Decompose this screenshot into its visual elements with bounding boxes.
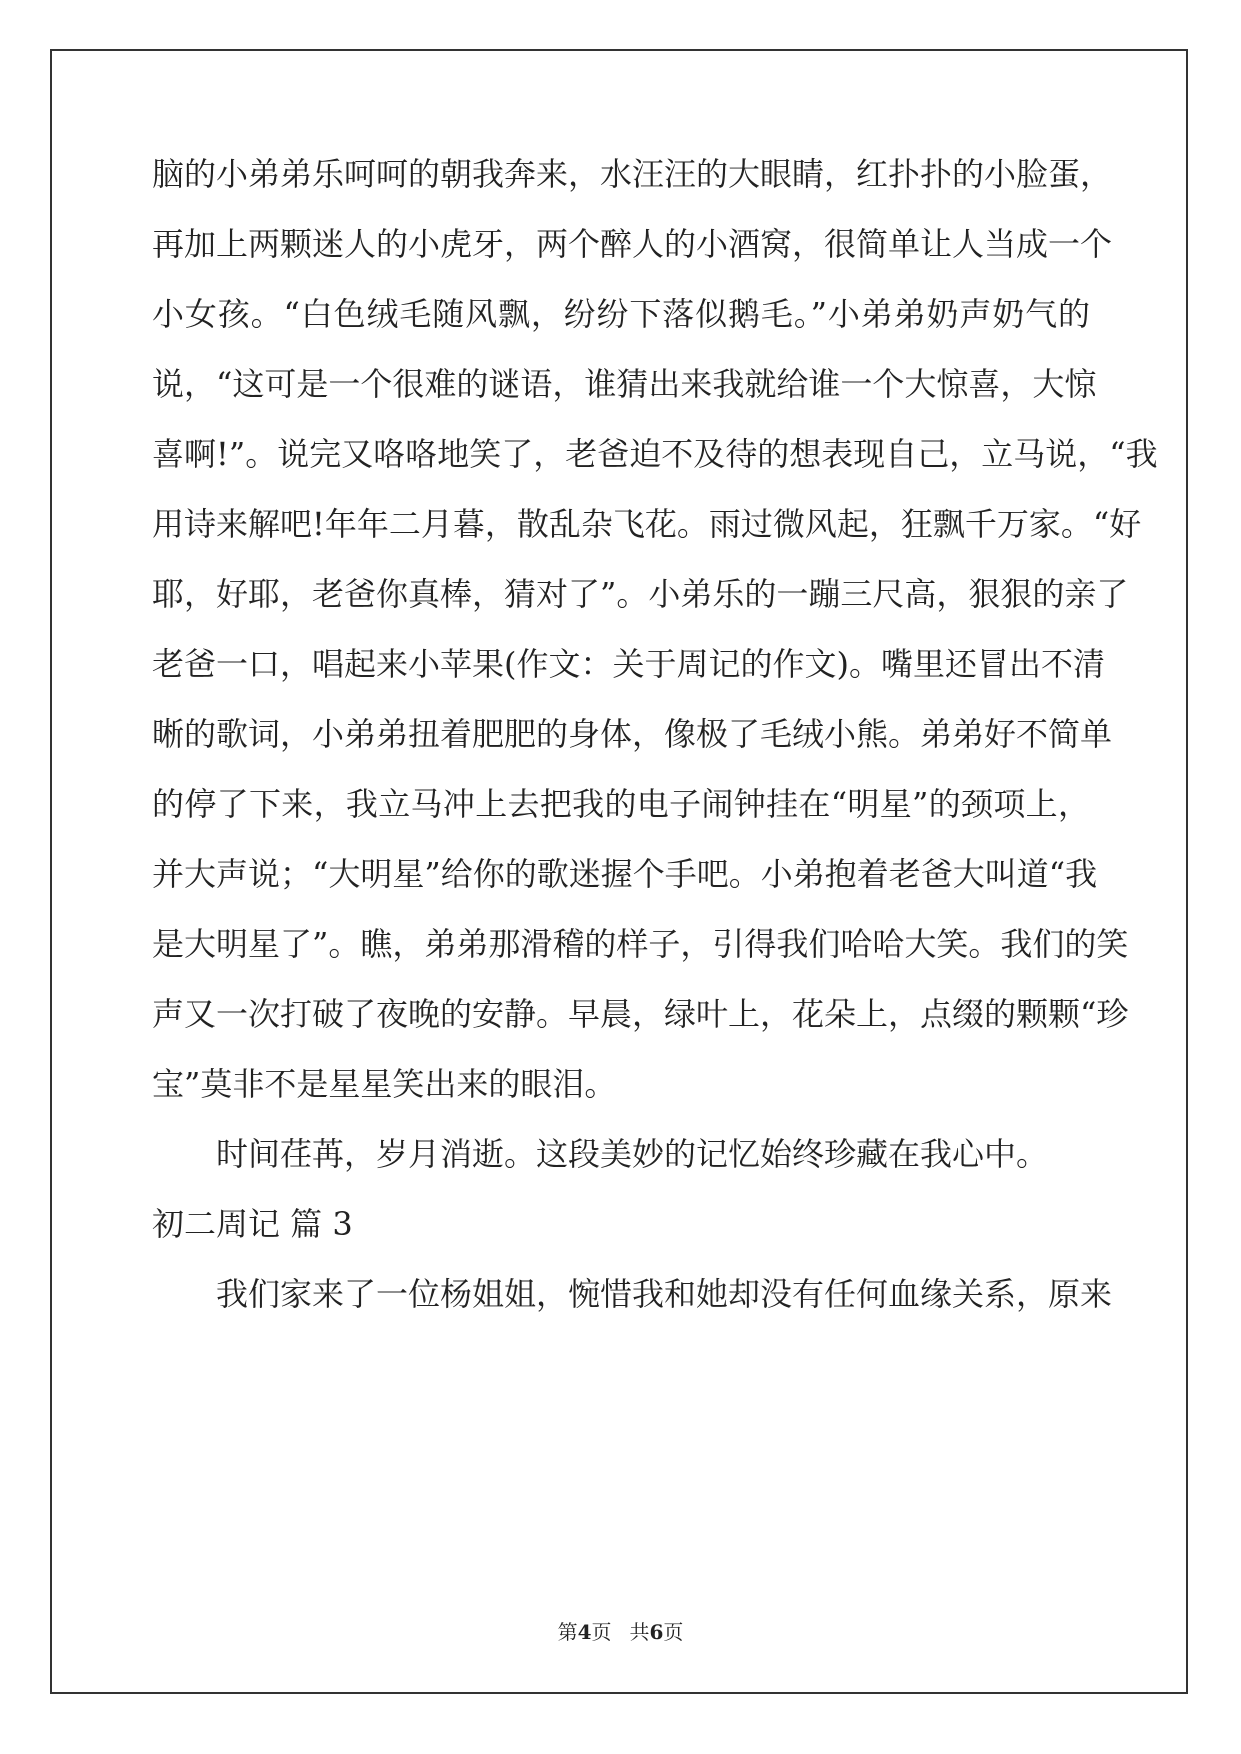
section-heading: 初二周记 篇 3 xyxy=(152,1205,353,1243)
total-suffix: 页 xyxy=(663,1620,684,1644)
text-line-2: 再加上两颗迷人的小虎牙，两个醉人的小酒窝，很简单让人当成一个 xyxy=(152,225,1113,263)
text-line-14: 宝”莫非不是星星笑出来的眼泪。 xyxy=(152,1065,617,1103)
page-footer xyxy=(0,1616,1241,1645)
total-prefix: 共 xyxy=(629,1620,650,1644)
text-line-7: 耶，好耶，老爸你真棒，猜对了”。小弟乐的一蹦三尺高，狠狠的亲了 xyxy=(152,575,1129,613)
text-line-5: 喜啊!”。说完又咯咯地笑了，老爸迫不及待的想表现自己，立马说，“我 xyxy=(152,435,1158,473)
text-line-12: 是大明星了”。瞧，弟弟那滑稽的样子，引得我们哈哈大笑。我们的笑 xyxy=(152,925,1129,963)
text-line-3: 小女孩。“白色绒毛随风飘，纷纷下落似鹅毛。”小弟弟奶声奶气的 xyxy=(152,295,1090,333)
text-line-13: 声又一次打破了夜晚的安静。早晨，绿叶上，花朵上，点缀的颗颗“珍 xyxy=(152,995,1129,1033)
paragraph-2: 时间荏苒，岁月消逝。这段美妙的记忆始终珍藏在我心中。 xyxy=(216,1135,1049,1173)
paragraph-3-line-1: 我们家来了一位杨姐姐，惋惜我和她却没有任何血缘关系，原来 xyxy=(216,1275,1113,1313)
text-line-10: 的停了下来，我立马冲上去把我的电子闹钟挂在“明星”的颈项上， xyxy=(152,785,1090,823)
text-line-6: 用诗来解吧!年年二月暮，散乱杂飞花。雨过微风起，狂飘千万家。“好 xyxy=(152,505,1142,543)
text-line-8: 老爸一口，唱起来小苹果(作文：关于周记的作文)。嘴里还冒出不清 xyxy=(152,645,1105,683)
text-line-1: 脑的小弟弟乐呵呵的朝我奔来，水汪汪的大眼睛，红扑扑的小脸蛋， xyxy=(152,155,1113,193)
page-suffix: 页 xyxy=(591,1620,612,1644)
text-line-4: 说，“这可是一个很难的谜语，谁猜出来我就给谁一个大惊喜，大惊 xyxy=(152,365,1097,403)
text-line-9: 晰的歌词，小弟弟扭着肥肥的身体，像极了毛绒小熊。弟弟好不简单 xyxy=(152,715,1113,753)
page-prefix: 第 xyxy=(557,1620,578,1644)
total-pages: 6 xyxy=(649,1620,664,1644)
page-number: 4 xyxy=(577,1620,592,1644)
text-line-11: 并大声说；“大明星”给你的歌迷握个手吧。小弟抱着老爸大叫道“我 xyxy=(152,855,1098,893)
